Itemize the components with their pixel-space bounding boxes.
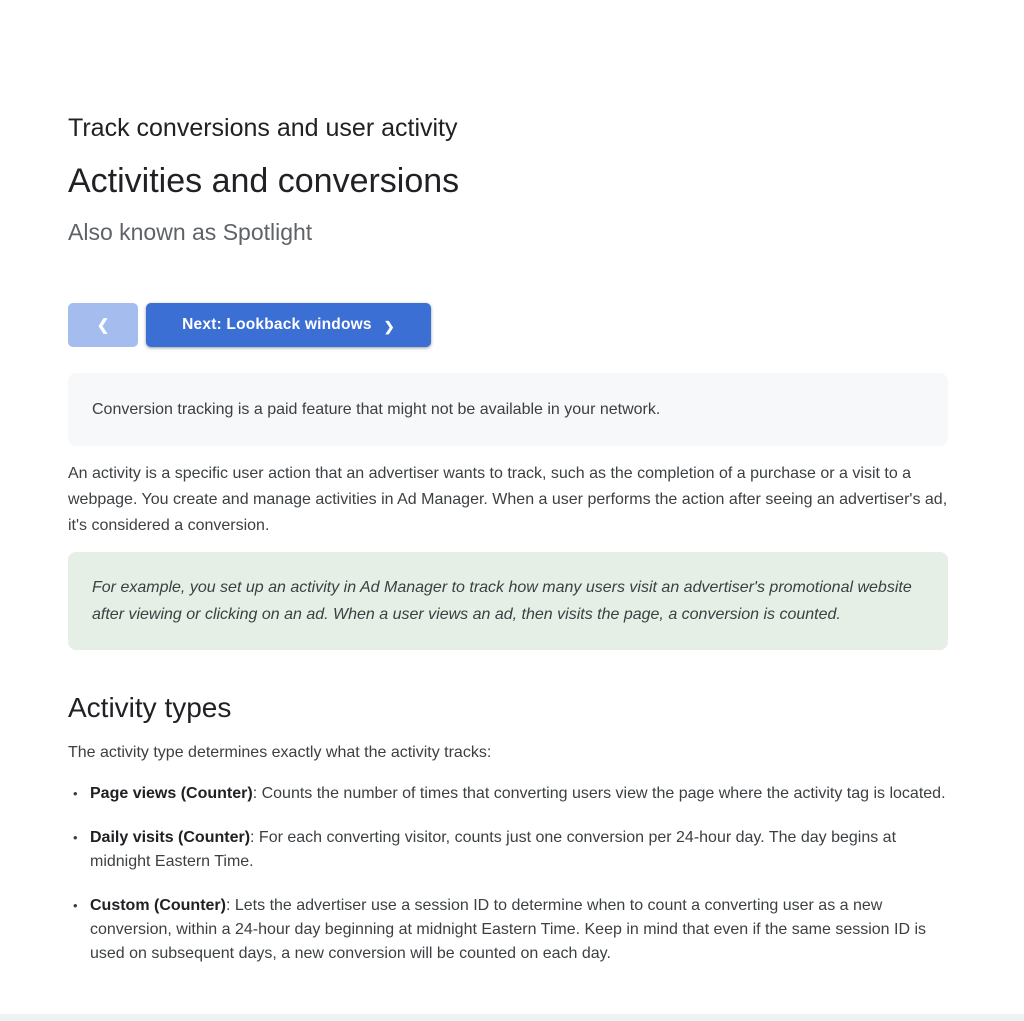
list-item-text bbox=[90, 826, 948, 874]
next-button[interactable] bbox=[146, 303, 431, 347]
page-subtitle: Also known as Spotlight bbox=[68, 219, 313, 245]
list-item-daily-visits bbox=[68, 826, 948, 874]
activity-term: Page views (Counter) bbox=[90, 785, 253, 802]
activity-term: Custom (Counter) bbox=[90, 897, 226, 914]
activity-description: : For each converting visitor, counts just one conversion per 24-hour day. The day begins at midnight Eastern Time. bbox=[90, 829, 897, 870]
activity-description: : Lets the advertiser use a session ID to determine when to count a converting user as a new conversion, within a 24-hour day beginning at midnight Eastern Time. Keep in mind that even if the same session ID is used on subsequent days, a new conversion will be counted on each day. bbox=[90, 897, 927, 962]
notice-text: Conversion tracking is a paid feature that might not be available in your network. bbox=[92, 400, 661, 418]
next-button-label: Next: Lookback windows bbox=[182, 316, 372, 333]
previous-button[interactable] bbox=[68, 303, 138, 347]
example-callout bbox=[68, 552, 948, 650]
list-item-text bbox=[90, 782, 948, 806]
help-article bbox=[68, 111, 948, 966]
page-title: Activities and conversions bbox=[68, 162, 460, 200]
bullet-icon: • bbox=[73, 898, 78, 913]
chevron-right-icon: ❯ bbox=[383, 318, 395, 334]
bullet-icon: • bbox=[73, 830, 78, 845]
pagination-nav bbox=[68, 303, 948, 347]
chevron-left-icon: ❮ bbox=[96, 316, 110, 334]
bottom-divider bbox=[0, 1014, 1024, 1021]
notice-banner bbox=[68, 373, 948, 446]
section-heading-activity-types: Activity types bbox=[68, 692, 232, 723]
activity-types-list bbox=[68, 782, 948, 966]
activity-term: Daily visits (Counter) bbox=[90, 829, 251, 846]
example-text: For example, you set up an activity in Ad Manager to track how many users visit an advertiser's promotional website after viewing or clicking on an ad. When a user views an ad, then visits the page, a conversion is counted. bbox=[92, 579, 912, 623]
intro-paragraph: An activity is a specific user action that an advertiser wants to track, such as the completion of a purchase or a visit to a webpage. You create and manage activities in Ad Manager. When a user performs the action after seeing an advertiser's ad, it's considered a conversion. bbox=[68, 465, 948, 534]
list-item-text bbox=[90, 894, 948, 966]
activity-description: : Counts the number of times that converting users view the page where the activity tag is located. bbox=[252, 785, 946, 802]
article-eyebrow: Track conversions and user activity bbox=[68, 114, 458, 142]
section-lead: The activity type determines exactly what the activity tracks: bbox=[68, 744, 492, 761]
bullet-icon: • bbox=[73, 786, 78, 801]
list-item-page-views bbox=[68, 782, 948, 806]
list-item-custom bbox=[68, 894, 948, 966]
